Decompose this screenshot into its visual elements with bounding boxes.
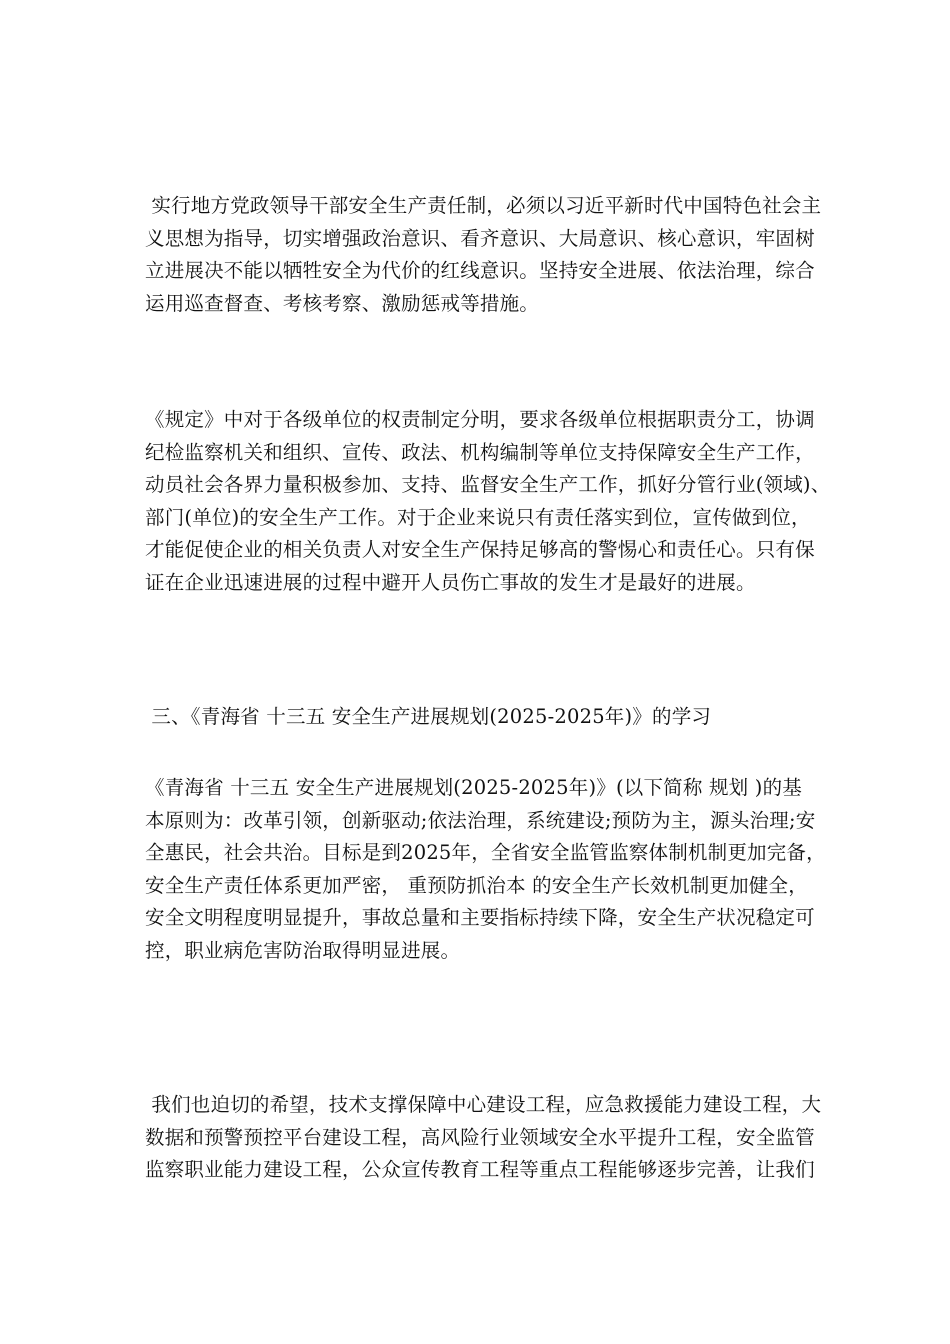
paragraph-line: 立进展决不能以牺牲安全为代价的红线意识。坚持安全进展、依法治理，综合	[145, 259, 815, 282]
paragraph-line: 证在企业迅速进展的过程中避开人员伤亡事故的发生才是最好的进展。	[145, 570, 756, 594]
paragraph-line: 《青海省 十三五 安全生产进展规划(2025-2025年)》(以下简称 规划 )的基	[145, 776, 802, 799]
paragraph-line: 部门(单位)的安全生产工作。对于企业来说只有责任落实到位，宣传做到位，	[145, 505, 811, 529]
paragraph-line: 实行地方党政领导干部安全生产责任制，必须以习近平新时代中国特色社会主	[145, 194, 822, 217]
paragraph-line: 动员社会各界力量积极参加、支持、监督安全生产工作，抓好分管行业(领域)、	[145, 473, 831, 496]
paragraph-line: 才能促使企业的相关负责人对安全生产保持足够高的警惕心和责任心。只有保	[145, 538, 815, 561]
paragraph-line: 安全文明程度明显提升，事故总量和主要指标持续下降，安全生产状况稳定可	[145, 906, 815, 929]
paragraph-line: 监察职业能力建设工程，公众宣传教育工程等重点工程能够逐步完善，让我们	[145, 1158, 815, 1181]
paragraph-responsibility-system	[145, 190, 822, 320]
paragraph-line: 全惠民，社会共治。目标是到2025年，全省安全监管监察体制机制更加完备，	[145, 841, 826, 864]
paragraph-line: 数据和预警预控平台建设工程，高风险行业领域安全水平提升工程，安全监管	[145, 1125, 815, 1149]
paragraph-line: 我们也迫切的希望，技术支撑保障中心建设工程，应急救援能力建设工程，大	[145, 1093, 822, 1116]
paragraph-key-projects	[145, 1089, 822, 1187]
paragraph-line: 纪检监察机关和组织、宣传、政法、机构编制等单位支持保障安全生产工作，	[145, 440, 815, 464]
paragraph-line: 本原则为：改革引领，创新驱动;依法治理，系统建设;预防为主，源头治理;安	[145, 808, 816, 832]
paragraph-line: 安全生产责任体系更加严密， 重预防抓治本 的安全生产长效机制更加健全，	[145, 873, 808, 897]
paragraph-line: 运用巡查督查、考核考察、激励惩戒等措施。	[145, 291, 540, 315]
section-heading	[145, 701, 817, 734]
paragraph-line: 《规定》中对于各级单位的权责制定分明，要求各级单位根据职责分工，协调	[145, 408, 815, 431]
paragraph-line: 控，职业病危害防治取得明显进展。	[145, 938, 461, 962]
paragraph-plan-principles	[145, 772, 826, 967]
paragraph-regulation-duties	[145, 404, 831, 599]
paragraph-line: 义思想为指导，切实增强政治意识、看齐意识、大局意识、核心意识，牢固树	[145, 226, 815, 250]
section-heading-text: 三、《青海省 十三五 安全生产进展规划(2025-2025年)》的学习	[145, 705, 712, 728]
